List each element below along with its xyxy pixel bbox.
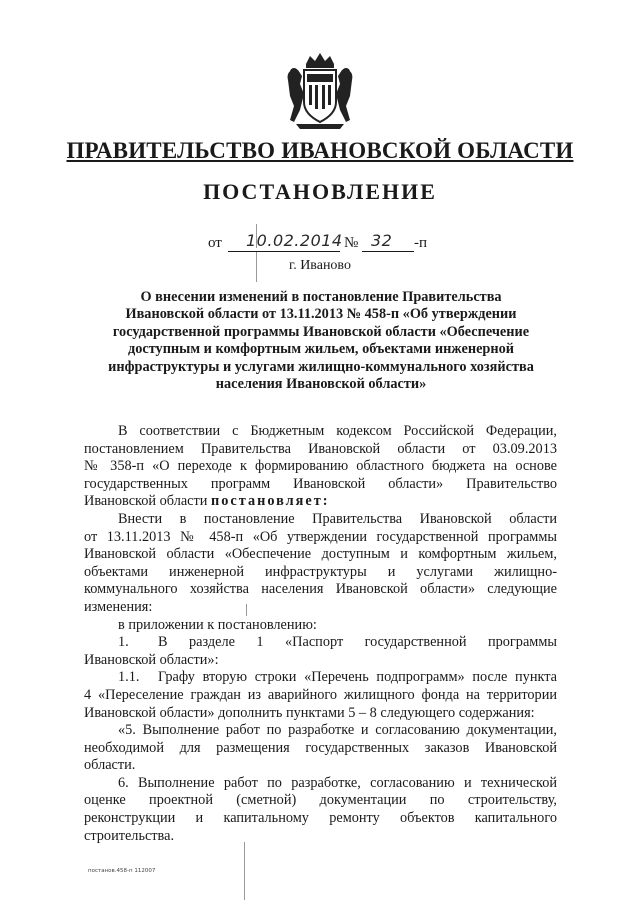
date-underline	[228, 251, 340, 252]
scan-mark	[244, 842, 245, 900]
item-number: 1.1.	[118, 669, 140, 686]
document-type: ПОСТАНОВЛЕНИЕ	[203, 179, 437, 204]
paragraph-1-1	[84, 669, 557, 687]
paragraph-preamble	[84, 423, 557, 511]
text-line: от 13.11.2013 № 458-п «Об утверждении государственной программы	[84, 528, 557, 545]
text-line: Ивановской области» дополнить пунктами 5 – 8 следующего содержания:	[84, 704, 535, 721]
heading-line: государственной программы Ивановской области «Обеспечение	[112, 323, 530, 340]
scan-mark	[256, 224, 257, 248]
text-line: реконструкции и капитальному ремонту объектов капитального	[84, 810, 557, 827]
text-line: коммунального хозяйства населения Ивановской области» следующие	[84, 581, 557, 598]
date-handwritten: 10.02.2014	[246, 231, 343, 250]
heading-line: доступным и комфортным жильем, объектами инженерной	[127, 341, 514, 358]
text-line: Ивановской области «Обеспечение доступным и комфортным жильем,	[84, 546, 557, 563]
document-heading	[98, 289, 544, 393]
decree-word: постановляет:	[211, 493, 330, 510]
paragraph-item-5	[84, 722, 557, 775]
footer-code: постанов.458-п 112007	[88, 868, 156, 874]
document-body	[84, 423, 557, 845]
paragraph-section-1	[84, 634, 557, 652]
text-line: государственных программ Ивановской области» Правительство	[84, 475, 557, 492]
text-line: постановлением Правительства Ивановской области от 03.09.2013	[84, 440, 557, 457]
number-handwritten: 32	[371, 231, 393, 250]
text-line: № 358-п «О переходе к формированию областного бюджета на основе	[84, 458, 557, 475]
text-line: Внести в постановление Правительства Ивановской области	[118, 510, 557, 527]
paragraph-amend	[84, 511, 557, 617]
heading-line: О внесении изменений в постановление Правительства	[140, 289, 502, 305]
item-number: 1.	[118, 634, 129, 651]
text-line: 6. Выполнение работ по разработке, согласованию и технической	[118, 774, 557, 791]
number-suffix: -п	[414, 235, 428, 251]
text-line: В разделе 1 «Паспорт государственной программы	[158, 634, 557, 651]
date-number-line	[0, 231, 640, 257]
text-line: необходимой для размещения государственных заказов Ивановской	[84, 739, 557, 756]
text-line: Графу вторую строки «Перечень подпрограмм» после пункта	[158, 669, 557, 686]
text-line: оценке проектной (сметной) документации по строительству,	[84, 792, 557, 809]
text-line: 4 «Переселение граждан из аварийного жилищного фонда на территории	[84, 686, 557, 703]
coat-of-arms-icon	[282, 50, 358, 130]
text-line: объектами инженерной инфраструктуры и услугами жилищно-	[84, 563, 557, 580]
scan-mark	[256, 252, 257, 282]
heading-line: Ивановской области от 13.11.2013 № 458-п «Об утверждении	[125, 306, 517, 323]
government-title: ПРАВИТЕЛЬСТВО ИВАНОВСКОЙ ОБЛАСТИ	[66, 138, 574, 163]
text-line: в приложении к постановлению:	[118, 616, 317, 633]
text-line: Ивановской области»:	[84, 651, 219, 668]
scan-mark	[246, 604, 247, 616]
text-line: В соответствии с Бюджетным кодексом Российской Федерации,	[118, 423, 557, 439]
number-prefix: №	[344, 235, 359, 251]
heading-line: населения Ивановской области»	[215, 376, 427, 393]
text-line: области.	[84, 757, 136, 774]
text-plain: Ивановской области	[84, 493, 212, 510]
number-underline	[362, 251, 414, 252]
text-line: «5. Выполнение работ по разработке и согласованию документации,	[118, 722, 557, 739]
city: г. Иваново	[289, 258, 351, 273]
paragraph-item-6	[84, 775, 557, 845]
text-line: изменения:	[84, 598, 153, 615]
text-line	[84, 493, 557, 511]
text-line: строительства.	[84, 827, 175, 844]
date-prefix: от	[208, 235, 222, 251]
heading-line: инфраструктуры и услугами жилищно-коммунального хозяйства	[108, 358, 534, 375]
